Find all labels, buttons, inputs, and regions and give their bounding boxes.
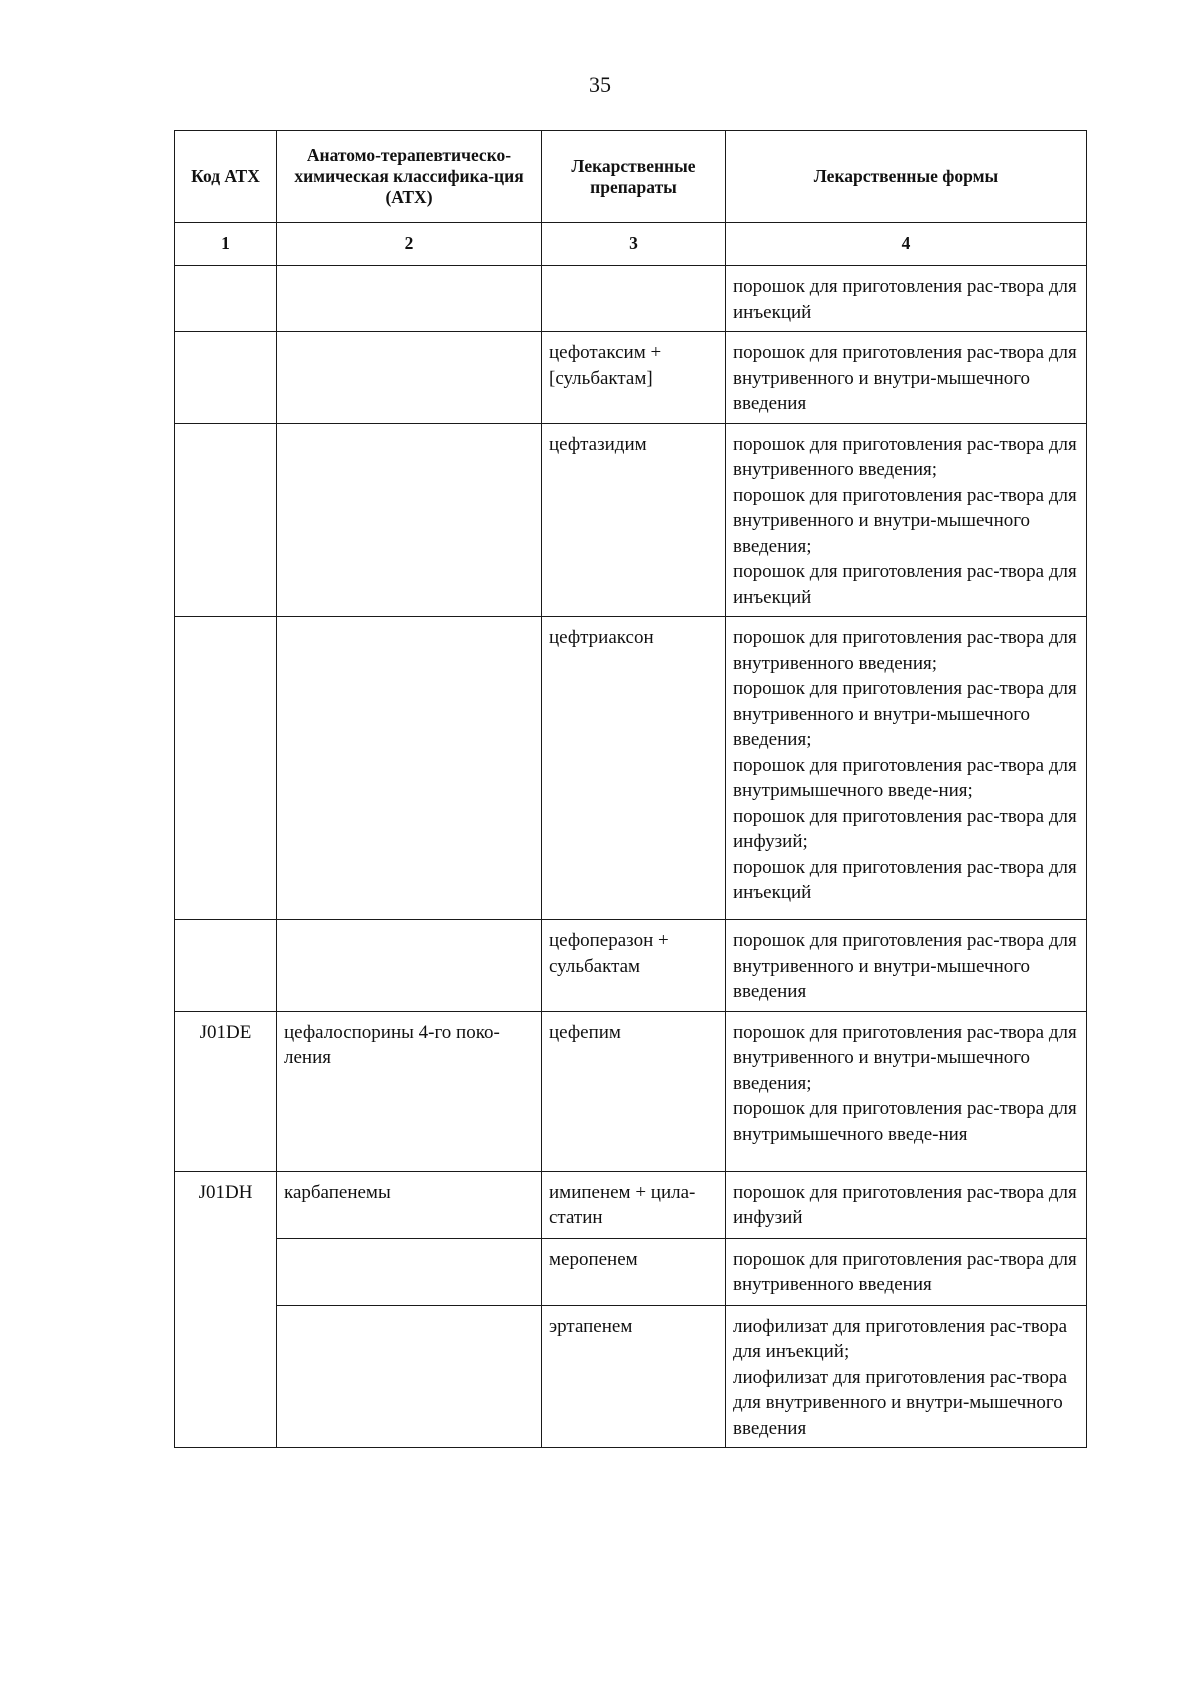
drug-cell: цефепим bbox=[542, 1011, 726, 1171]
table-row bbox=[175, 1305, 1087, 1448]
dosage-form-item: порошок для приготовления рас-твора для внутримышечного введе-ния; bbox=[733, 754, 1077, 801]
column-number: 4 bbox=[726, 223, 1087, 266]
atc-classification-cell bbox=[277, 1305, 542, 1448]
column-number-row bbox=[175, 223, 1087, 266]
atc-code-cell: J01DE bbox=[175, 1011, 277, 1171]
atc-code-cell bbox=[175, 266, 277, 332]
drug-cell: меропенем bbox=[542, 1238, 726, 1305]
dosage-forms-cell bbox=[726, 1171, 1087, 1238]
table-row bbox=[175, 266, 1087, 332]
dosage-form-item: порошок для приготовления рас-твора для внутривенного и внутри-мышечного введения bbox=[733, 930, 1077, 1002]
header-dosage-forms: Лекарственные формы bbox=[726, 131, 1087, 223]
dosage-form-item: порошок для приготовления рас-твора для инъекций bbox=[733, 276, 1077, 323]
table-body bbox=[175, 266, 1087, 1448]
table-row bbox=[175, 617, 1087, 920]
dosage-form-item: порошок для приготовления рас-твора для инфузий bbox=[733, 1181, 1077, 1228]
table-row bbox=[175, 920, 1087, 1012]
dosage-form-item: порошок для приготовления рас-твора для внутривенного введения bbox=[733, 1248, 1077, 1295]
dosage-forms-cell bbox=[726, 1305, 1087, 1448]
atc-code-cell bbox=[175, 617, 277, 920]
atc-code-cell bbox=[175, 920, 277, 1012]
dosage-forms-cell bbox=[726, 266, 1087, 332]
header-atc-classification: Анатомо-терапевтическо-химическая классифика-ция (АТХ) bbox=[277, 131, 542, 223]
header-row bbox=[175, 131, 1087, 223]
dosage-form-item: порошок для приготовления рас-твора для инфузий; bbox=[733, 805, 1077, 852]
drug-cell bbox=[542, 266, 726, 332]
atc-code-cell bbox=[175, 332, 277, 424]
column-number: 3 bbox=[542, 223, 726, 266]
dosage-form-item: порошок для приготовления рас-твора для внутримышечного введе-ния bbox=[733, 1098, 1077, 1145]
table-row bbox=[175, 1011, 1087, 1171]
dosage-form-item: порошок для приготовления рас-твора для внутривенного и внутри-мышечного введения bbox=[733, 342, 1077, 414]
atc-classification-cell bbox=[277, 920, 542, 1012]
atc-classification-cell: карбапенемы bbox=[277, 1171, 542, 1238]
atc-classification-cell bbox=[277, 1238, 542, 1305]
atc-classification-cell bbox=[277, 266, 542, 332]
atc-classification-cell bbox=[277, 423, 542, 617]
dosage-forms-cell bbox=[726, 920, 1087, 1012]
column-number: 2 bbox=[277, 223, 542, 266]
column-number: 1 bbox=[175, 223, 277, 266]
drug-cell: цефтазидим bbox=[542, 423, 726, 617]
drug-cell: цефоперазон + сульбактам bbox=[542, 920, 726, 1012]
dosage-forms-cell bbox=[726, 617, 1087, 920]
atc-classification-cell bbox=[277, 332, 542, 424]
dosage-form-item: порошок для приготовления рас-твора для внутривенного и внутри-мышечного введения; bbox=[733, 678, 1077, 750]
atc-code-cell: J01DH bbox=[175, 1171, 277, 1448]
header-atc-code: Код АТХ bbox=[175, 131, 277, 223]
dosage-form-item: порошок для приготовления рас-твора для внутривенного введения; bbox=[733, 433, 1077, 480]
dosage-form-item: лиофилизат для приготовления рас-твора для инъекций; bbox=[733, 1315, 1068, 1362]
table-row bbox=[175, 423, 1087, 617]
dosage-forms-cell bbox=[726, 332, 1087, 424]
dosage-forms-cell bbox=[726, 1238, 1087, 1305]
table-row bbox=[175, 1238, 1087, 1305]
drug-cell: имипенем + цила-статин bbox=[542, 1171, 726, 1238]
dosage-forms-cell bbox=[726, 423, 1087, 617]
dosage-form-item: порошок для приготовления рас-твора для инъекций bbox=[733, 561, 1077, 608]
drug-cell: цефотаксим + [сульбактам] bbox=[542, 332, 726, 424]
drug-cell: эртапенем bbox=[542, 1305, 726, 1448]
header-drugs: Лекарственные препараты bbox=[542, 131, 726, 223]
dosage-forms-cell bbox=[726, 1011, 1087, 1171]
table-row bbox=[175, 332, 1087, 424]
atc-drug-table bbox=[174, 130, 1087, 1448]
dosage-form-item: порошок для приготовления рас-твора для инъекций bbox=[733, 856, 1077, 903]
dosage-form-item: порошок для приготовления рас-твора для внутривенного введения; bbox=[733, 627, 1077, 674]
drug-cell: цефтриаксон bbox=[542, 617, 726, 920]
atc-classification-cell: цефалоспорины 4-го поко-ления bbox=[277, 1011, 542, 1171]
page-number: 35 bbox=[589, 72, 611, 97]
atc-code-cell bbox=[175, 423, 277, 617]
dosage-form-item: порошок для приготовления рас-твора для внутривенного и внутри-мышечного введения; bbox=[733, 484, 1077, 557]
dosage-form-item: лиофилизат для приготовления рас-твора для внутривенного и внутри-мышечного введения bbox=[733, 1366, 1068, 1439]
atc-classification-cell bbox=[277, 617, 542, 920]
dosage-form-item: порошок для приготовления рас-твора для внутривенного и внутри-мышечного введения; bbox=[733, 1021, 1077, 1094]
table-row bbox=[175, 1171, 1087, 1238]
